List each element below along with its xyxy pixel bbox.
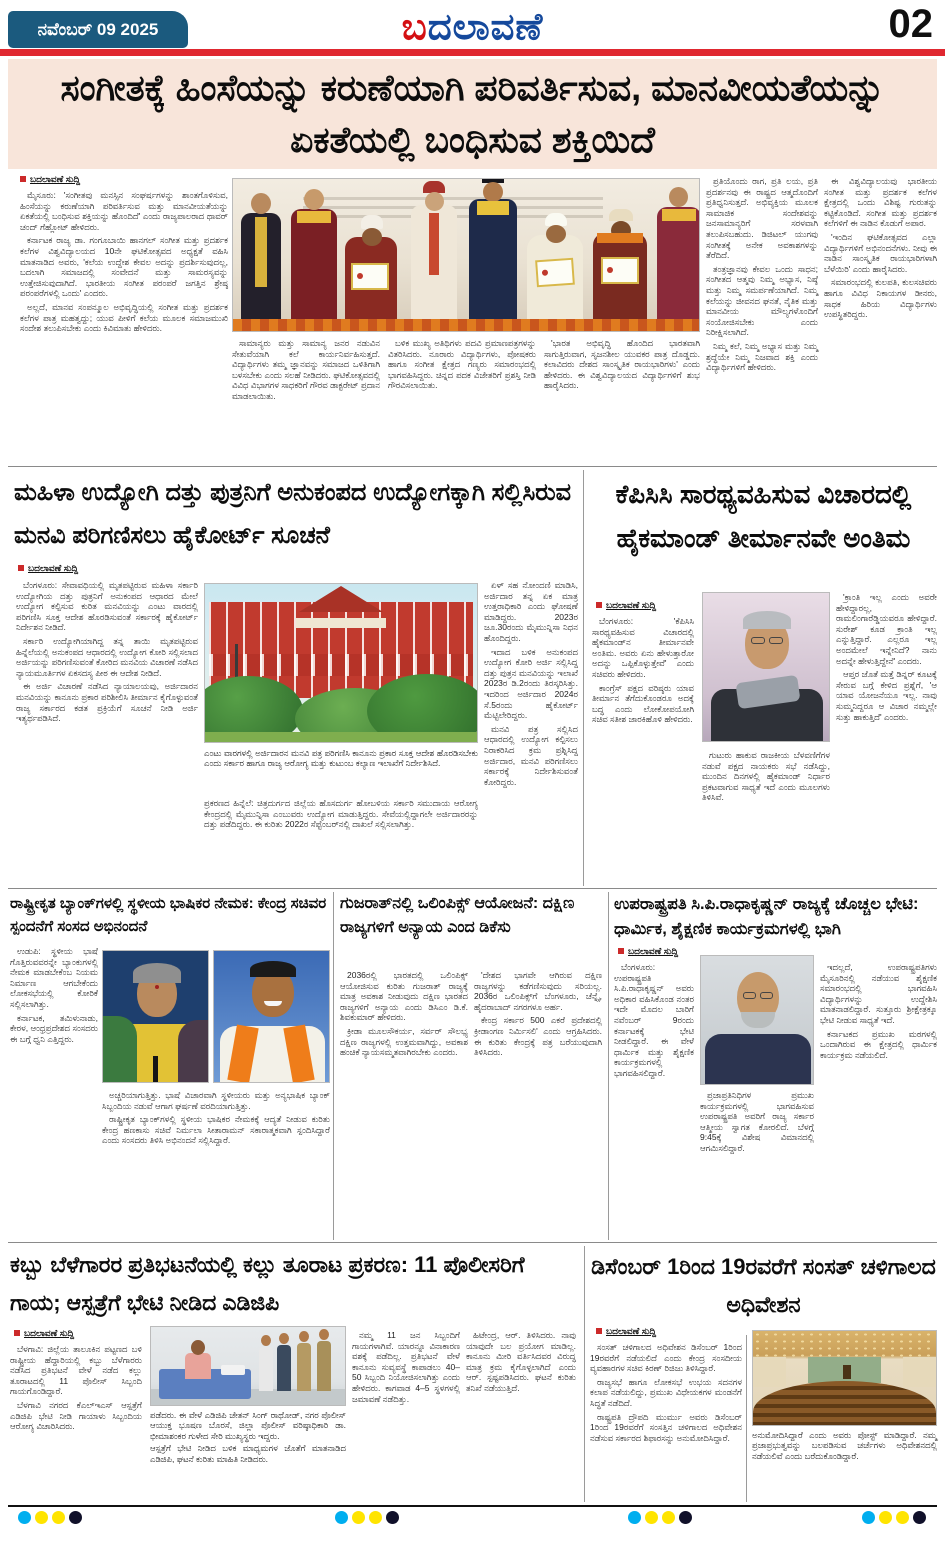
vice-president-photo — [700, 955, 814, 1085]
header-rule — [0, 49, 945, 56]
court-col-right: ಏಳ್ ಸಹ ನೋಂದಣಿ ಮಾಡಿಸಿ, ಅರ್ಜಿದಾರ ತನ್ನ ಏಕ ಮಾತ್ರ ಉತ್ತರಾಧಿಕಾರಿ ಎಂದು ಘೋಷಣೆ ಮಾಡಿದ್ದರು. 2023ರ ಜೂ.30ರಂದು ಮೈಮುನ್ನಿಸಾ ನಿಧನ ಹೊಂದಿದ್ದರು. ಇದಾದ ಬಳಿಕ ಅನುಕಂಪದ ಉದ್ಯೋಗ ಕೋರಿ ಅರ್ಜಿ ಸಲ್ಲಿಸಿದ್ದ ದತ್ತು ಪುತ್ರನ ಮನವಿಯನ್ನು ಇಲಾಖೆ 2023ರ ಡಿ.2ರಂದು ತಿರಸ್ಕರಿಸಿತ್ತು. ಇದರಿಂದ ಅರ್ಜಿದಾರ 2024ರ ಸೆ.5ರಂದು ಹೈಕೋರ್ಟ್ ಮೆಟ್ಟಿಲೇರಿದ್ದರು. ಮನವಿ ಪತ್ರ ಸಲ್ಲಿಸಿದ ಆಧಾರದಲ್ಲಿ ಉದ್ಯೋಗ ಕಲ್ಪಿಸಲು ನಿರಾಕರಿಸಿದ ಕ್ರಮ ಪ್ರಶ್ನಿಸಿದ್ದ ಅರ್ಜಿದಾರ, ಮನವಿ ಪರಿಗಣಿಸಲು ಸರ್ಕಾರಕ್ಕೆ ನಿರ್ದೇಶಿಸುವಂತೆ ಕೋರಿದ್ದರು. — [484, 580, 578, 787]
mp-photo — [213, 950, 330, 1083]
byline-kpcc: ಬದಲಾವಣೆ ಸುದ್ದಿ — [596, 600, 656, 611]
person-figure — [593, 233, 647, 321]
bank-col-left: ಉಡುಪಿ: ಸ್ಥಳೀಯ ಭಾಷೆ ಗೊತ್ತಿರುವವರನ್ನೇ ಬ್ಯಾಂಕುಗಳಲ್ಲಿ ನೇಮಕ ಮಾಡಬೇಕೆಂಬ ನಿಯಮ ನಿರ್ಮಾಣ ಆಗಬೇಕೆಂದು ಲೋಕಸಭೆಯಲ್ಲಿ ಕೋರಿಕೆ ಸಲ್ಲಿಸಲಾಗಿತ್ತು. ಕರ್ನಾಟಕ, ತಮಿಳುನಾಡು, ಕೇರಳ, ಆಂಧ್ರಪ್ರದೇಶದ ಸಂಸದರು ಈ ಬಗ್ಗೆ ಧ್ವನಿ ಎತ್ತಿದ್ದರು. — [10, 946, 98, 1044]
parliament-col-left: ಸಂಸತ್ ಚಳಿಗಾಲದ ಅಧಿವೇಶನ ಡಿಸೆಂಬರ್ 1ರಿಂದ 19ರವರೆಗೆ ನಡೆಯಲಿದೆ ಎಂದು ಕೇಂದ್ರ ಸಂಸದೀಯ ವ್ಯವಹಾರಗಳ ಸಚಿವ ಕಿರಣ್ ರಿಜಿಜು ತಿಳಿಸಿದ್ದಾರೆ. ರಾಜ್ಯಸಭೆ ಹಾಗೂ ಲೋಕಸಭೆ ಉಭಯ ಸದನಗಳ ಕಲಾಪ ನಡೆಯಲಿದ್ದು, ಪ್ರಮುಖ ವಿಧೇಯಕಗಳ ಮಂಡನೆಗೆ ಸಿದ್ಧತೆ ನಡೆದಿದೆ. ರಾಷ್ಟ್ರಪತಿ ದ್ರೌಪದಿ ಮುರ್ಮು ಅವರು ಡಿಸೆಂಬರ್ 1ರಿಂದ 19ರವರೆಗೆ ಸಂಸತ್ತಿನ ಚಳಿಗಾಲದ ಅಧಿವೇಶನ ನಡೆಸುವ ಸರ್ಕಾರದ ಶಿಫಾರಸನ್ನು ಅನುಮೋದಿಸಿದ್ದಾರೆ. — [590, 1342, 742, 1443]
kpcc-minister-photo — [702, 592, 830, 742]
person-figure — [291, 209, 337, 321]
byline-court: ಬದಲಾವಣೆ ಸುದ್ದಿ — [18, 563, 78, 574]
person-figure — [241, 213, 281, 321]
kpcc-below-photo: ಗುಟುರು ಹಾಕುವ ರಾಜಕೀಯ ಬೆಳವಣಿಗೆಗಳ ನಡುವೆ ಪಕ್ಷದ ನಾಯಕರು ಸಭೆ ನಡೆಸಿದ್ದು, ಮುಂದಿನ ದಿನಗಳಲ್ಲಿ ಹೈಕಮಾಂಡ್ ನಿರ್ಧಾರ ಪ್ರಕಟವಾಗುವ ಸಾಧ್ಯತೆ ಇದೆ ಎಂದು ಮೂಲಗಳು ತಿಳಿಸಿವೆ. — [702, 750, 830, 803]
lead-col-right2: ಈ ವಿಶ್ವವಿದ್ಯಾಲಯವು ಭಾರತೀಯ ಸಂಗೀತ ಮತ್ತು ಪ್ರದರ್ಶಕ ಕಲೆಗಳ ಕ್ಷೇತ್ರದಲ್ಲಿ ಒಂದು ವಿಶಿಷ್ಟ ಗುರುತನ್ನು ಕಟ್ಟಿಕೊಂಡಿದೆ. ಸಂಗೀತ ಮತ್ತು ಪ್ರದರ್ಶಕ ಕಲೆಗಳಿಗೆ ಈ ನಾಡಿನ ಕೊಡುಗೆ ಅಪಾರ. 'ಇಂದಿನ ಘಟಿಕೋತ್ಸವದ ಎಲ್ಲಾ ವಿದ್ಯಾರ್ಥಿಗಳಿಗೆ ಅಭಿನಂದನೆಗಳು. ನೀವು ಈ ನಾಡಿನ ಸಾಂಸ್ಕೃತಿಕ ರಾಯಭಾರಿಗಳಾಗಿ ಬೆಳೆಯಿರಿ' ಎಂದು ಹಾರೈಸಿದರು. ಸಮಾರಂಭದಲ್ಲಿ ಕುಲಪತಿ, ಕುಲಸಚಿವರು ಹಾಗೂ ವಿವಿಧ ನಿಕಾಯಗಳ ಡೀನರು, ಸಾಧಕ ಹಿರಿಯ ವಿದ್ಯಾರ್ಥಿಗಳು ಉಪಸ್ಥಿತರಿದ್ದರು. — [824, 176, 937, 320]
lead-under-col1: ಸಾಮಾನ್ಯರು ಮತ್ತು ಸಾಮಾನ್ಯ ಜನರ ನಡುವಿನ ಸೇತುವೆಯಾಗಿ ಕಲೆ ಕಾರ್ಯನಿರ್ವಹಿಸುತ್ತದೆ. ವಿದ್ಯಾರ್ಥಿಗಳು ತಮ್ಮ ಜ್ಞಾನವನ್ನು ಸಮಾಜದ ಒಳಿತಿಗಾಗಿ ಬಳಸಬೇಕು ಎಂದು ಸಲಹೆ ನೀಡಿದರು. ಘಟಿಕೋತ್ಸವದಲ್ಲಿ ವಿವಿಧ ವಿಭಾಗಗಳ ಸಾಧಕರಿಗೆ ಗೌರವ ಡಾಕ್ಟರೇಟ್ ಪ್ರದಾನ ಮಾಡಲಾಯಿತು. — [232, 338, 380, 401]
sugarcane-col-left: ಬೆಳಗಾವಿ: ಜಿಲ್ಲೆಯ ತಾಲೂಕಿನ ಪಟ್ಟಣದ ಬಳಿ ರಾಷ್ಟ್ರೀಯ ಹೆದ್ದಾರಿಯಲ್ಲಿ ಕಬ್ಬು ಬೆಳೆಗಾರರು ನಡೆಸಿದ ಪ್ರತಿಭಟನೆ ವೇಳೆ ನಡೆದ ಕಲ್ಲು ತೂರಾಟದಲ್ಲಿ 11 ಪೊಲೀಸ್ ಸಿಬ್ಬಂದಿ ಗಾಯಗೊಂಡಿದ್ದಾರೆ. ಬೆಳಗಾವಿ ನಗರದ ಕೆಎಲ್‌ಇಎಸ್ ಆಸ್ಪತ್ರೆಗೆ ಎಡಿಜಿಪಿ ಭೇಟಿ ನೀಡಿ ಗಾಯಾಳು ಸಿಬ್ಬಂದಿಯ ಆರೋಗ್ಯ ವಿಚಾರಿಸಿದರು. — [10, 1344, 142, 1432]
court-headline: ಮಹಿಳಾ ಉದ್ಯೋಗಿ ದತ್ತು ಪುತ್ರನಿಗೆ ಅನುಕಂಪದ ಉದ್ಯೋಗಕ್ಕಾಗಿ ಸಲ್ಲಿಸಿರುವ ಮನವಿ ಪರಿಗಣಿಸಲು ಹೈಕೋರ್ಟ್ ಸೂಚನೆ — [14, 479, 571, 549]
sugarcane-col4: ಹಿಟೇಂದ್ರ, ಆರ್. ತಿಳಿಸಿದರು. ನಾವು ಯಾವುದೇ ಬಲ ಪ್ರಯೋಗ ಮಾಡಿಲ್ಲ. ಕಾನೂನು ಮೀರಿ ವರ್ತಿಸಿದವರ ವಿರುದ್ಧ ಮಾತ್ರ ಕ್ರಮ ಕೈಗೊಳ್ಳಲಾಗಿದೆ ಎಂದು ಆರ್. ಸ್ಪಷ್ಟಪಡಿಸಿದರು. ಘಟನೆ ಕುರಿತು ತನಿಖೆ ನಡೆಯುತ್ತಿದೆ. — [466, 1330, 576, 1393]
olympics-col1: 2036ರಲ್ಲಿ ಭಾರತದಲ್ಲಿ ಒಲಿಂಪಿಕ್ಸ್ ಆಯೋಜಿಸುವ ಕುರಿತು ಗುಜರಾತ್ ರಾಜ್ಯಕ್ಕೆ ಮಾತ್ರ ಅವಕಾಶ ನೀಡುವುದು ದಕ್ಷಿಣ ಭಾರತದ ರಾಜ್ಯಗಳಿಗೆ ಅನ್ಯಾಯ ಎಂದು ಡಿಸಿಎಂ ಡಿ.ಕೆ. ಶಿವಕುಮಾರ್ ಹೇಳಿದರು. ಕ್ರೀಡಾ ಮೂಲಸೌಕರ್ಯ, ಸರ್ವರ್ ಸೌಲಭ್ಯ ದಕ್ಷಿಣ ರಾಜ್ಯಗಳಲ್ಲಿ ಉತ್ತಮವಾಗಿದ್ದು, ಅವಕಾಶ ಹಂಚಿಕೆ ನ್ಯಾಯಸಮ್ಮತವಾಗಿರಬೇಕು ಎಂದರು. — [340, 970, 468, 1058]
court-background-para: ಪ್ರಕರಣದ ಹಿನ್ನೆಲೆ: ಚಿತ್ರದುರ್ಗದ ಜಿಲ್ಲೆಯ ಹೊಸದುರ್ಗ ಹೋಬಳಿಯ ಸರ್ಕಾರಿ ಸಮುದಾಯ ಆರೋಗ್ಯ ಕೇಂದ್ರದಲ್ಲಿ ಮೈಮುನ್ನಿಸಾ ಎಂಬುವರು ಉದ್ಯೋಗ ಮಾಡುತ್ತಿದ್ದರು. ಸೇವೆಯಲ್ಲಿದ್ದಾಗಲೇ ಅರ್ಜಿದಾರರನ್ನು ದತ್ತು ಪಡೆದಿದ್ದರು. ಈ ಕುರಿತು 2022ರ ಸೆಪ್ಟೆಂಬರ್‌ನಲ್ಲಿ ದಾಖಲೆ ಸಲ್ಲಿಸಲಾಗಿತ್ತು. — [204, 798, 478, 830]
bank-body: ಅಚ್ಚರಿಯಾಗುತ್ತಿತ್ತು. ಭಾಷೆ ವಿಚಾರವಾಗಿ ಸ್ಥಳೀಯರು ಮತ್ತು ಅನ್ಯಭಾಷಿಕ ಬ್ಯಾಂಕ್ ಸಿಬ್ಬಂದಿಯ ನಡುವೆ ಆಗಾಗ ಘರ್ಷಣೆ ವರದಿಯಾಗುತ್ತಿತ್ತು. ರಾಷ್ಟ್ರೀಕೃತ ಬ್ಯಾಂಕ್‌ಗಳಲ್ಲಿ ಸ್ಥಳೀಯ ಭಾಷಿಕರ ನೇಮಕಕ್ಕೆ ಆದ್ಯತೆ ನೀಡುವ ಕುರಿತು ಕೇಂದ್ರ ಹಣಕಾಸು ಸಚಿವೆ ನಿರ್ಮಲಾ ಸೀತಾರಾಮನ್ ಸಕಾರಾತ್ಮಕವಾಗಿ ಸ್ಪಂದಿಸಿದ್ದಾರೆ ಎಂದು ಸಂಸದರು ತಿಳಿಸಿ ಅಭಿನಂದನೆ ಸಲ್ಲಿಸಿದ್ದಾರೆ. — [102, 1090, 330, 1146]
bank-headline: ರಾಷ್ಟ್ರೀಕೃತ ಬ್ಯಾಂಕ್‌ಗಳಲ್ಲಿ ಸ್ಥಳೀಯ ಭಾಷಿಕರ ನೇಮಕ: ಕೇಂದ್ರ ಸಚಿವರ ಸ್ಪಂದನೆಗೆ ಸಂಸದ ಅಭಿನಂದನೆ — [10, 895, 327, 935]
parliament-headline: ಡಿಸೆಂಬರ್ 1ರಿಂದ 19ರವರೆಗೆ ಸಂಸತ್ ಚಳಿಗಾಲದ ಅಧಿವೇಶನ — [591, 1254, 936, 1317]
footer-dots-group — [18, 1511, 82, 1525]
person-figure — [469, 199, 517, 321]
sugarcane-headline: ಕಬ್ಬು ಬೆಳೆಗಾರರ ಪ್ರತಿಭಟನೆಯಲ್ಲಿ ಕಲ್ಲು ತೂರಾಟ ಪ್ರಕರಣ: 11 ಪೊಲೀಸರಿಗೆ ಗಾಯ; ಆಸ್ಪತ್ರೆಗೆ ಭೇಟಿ ನೀಡಿದ ಎಡಿಜಿಪಿ — [10, 1252, 525, 1315]
lead-under-col2: ಬಳಿಕ ಮುಖ್ಯ ಅತಿಥಿಗಳು ಪದವಿ ಪ್ರಮಾಣಪತ್ರಗಳನ್ನು ವಿತರಿಸಿದರು. ನೂರಾರು ವಿದ್ಯಾರ್ಥಿಗಳು, ಪೋಷಕರು ಹಾಗೂ ಸಂಗೀತ ಕ್ಷೇತ್ರದ ಗಣ್ಯರು ಸಮಾರಂಭದಲ್ಲಿ ಭಾಗವಹಿಸಿದ್ದರು. ಚಿನ್ನದ ಪದಕ ವಿಜೇತರಿಗೆ ಪ್ರಶಸ್ತಿ ನೀಡಿ ಗೌರವಿಸಲಾಯಿತು. — [388, 338, 536, 391]
lead-headline: ಸಂಗೀತಕ್ಕೆ ಹಿಂಸೆಯನ್ನು ಕರುಣೆಯಾಗಿ ಪರಿವರ್ತಿಸುವ, ಮಾನವೀಯತೆಯನ್ನು ಏಕತೆಯಲ್ಲಿ ಬಂಧಿಸುವ ಶಕ್ತಿಯಿದೆ — [8, 59, 937, 169]
high-court-photo — [204, 583, 478, 743]
footer-dots-group — [628, 1511, 692, 1525]
person-figure — [411, 205, 457, 321]
court-photo-caption: ಎಂಟು ವಾರಗಳಲ್ಲಿ ಅರ್ಜಿದಾರನ ಮನವಿ ಪತ್ರ ಪರಿಗಣಿಸಿ ಕಾನೂನು ಪ್ರಕಾರ ಸೂಕ್ತ ಆದೇಶ ಹೊರಡಿಸಬೇಕು ಎಂದು ಸರ್ಕಾರ ಹಾಗೂ ರಾಜ್ಯ ಆರೋಗ್ಯ ಮತ್ತು ಕುಟುಂಬ ಕಲ್ಯಾಣ ಇಲಾಖೆಗೆ ನಿರ್ದೇಶಿಸಿದೆ. — [204, 748, 478, 769]
person-figure — [657, 207, 700, 321]
vp-col-left: ಬೆಂಗಳೂರು: ಉಪರಾಷ್ಟ್ರಪತಿ ಸಿ.ಪಿ.ರಾಧಾಕೃಷ್ಣನ್ ಅವರು ಅಧಿಕಾರ ವಹಿಸಿಕೊಂಡ ನಂತರ ಇದೇ ಮೊದಲ ಬಾರಿಗೆ ನವೆಂಬರ್ 9ರಂದು ಕರ್ನಾಟಕಕ್ಕೆ ಭೇಟಿ ನೀಡಲಿದ್ದಾರೆ. ಈ ವೇಳೆ ಧಾರ್ಮಿಕ ಮತ್ತು ಶೈಕ್ಷಣಿಕ ಕಾರ್ಯಕ್ರಮಗಳಲ್ಲಿ ಭಾಗವಹಿಸಲಿದ್ದಾರೆ. — [614, 962, 694, 1078]
kpcc-col-left: ಬೆಂಗಳೂರು: 'ಕೆಪಿಸಿಸಿ ಸಾರಥ್ಯವಹಿಸುವ ವಿಚಾರದಲ್ಲಿ ಹೈಕಮಾಂಡ್‌ನ ತೀರ್ಮಾನವೇ ಅಂತಿಮ. ಅವರು ಏನು ಹೇಳುತ್ತಾರೋ ಅದನ್ನು ಒಪ್ಪಿಕೊಳ್ಳುತ್ತೇವೆ' ಎಂದು ಸಚಿವರು ಹೇಳಿದರು. ಕಾಂಗ್ರೆಸ್ ಪಕ್ಷದ ವರಿಷ್ಠರು ಯಾವ ತೀರ್ಮಾನ ತೆಗೆದುಕೊಂಡರೂ ಅದಕ್ಕೆ ಬದ್ಧ ಎಂದು ಲೋಕೋಪಯೋಗಿ ಸಚಿವ ಸತೀಶ ಜಾರಕಿಹೊಳಿ ಹೇಳಿದರು. — [592, 616, 694, 725]
sugarcane-col3: ನಮ್ಮ 11 ಜನ ಸಿಬ್ಬಂದಿಗೆ ಗಾಯಗಳಾಗಿವೆ. ಯಾರನ್ನೂ ವಿನಾಕಾರಣ ವಶಕ್ಕೆ ಪಡೆದಿಲ್ಲ. ಪ್ರತಿಭಟನೆ ವೇಳೆ ಕಾನೂನು ಸುವ್ಯವಸ್ಥೆ ಕಾಪಾಡಲು 40–50 ಸಿಬ್ಬಂದಿ ನಿಯೋಜಿಸಲಾಗಿತ್ತು ಎಂದು ಹೇಳಿದರು. ಕಾಗವಾಡ 4–5 ಸ್ಥಳಗಳಲ್ಲಿ ಜಮಾವಣೆ ನಡೆದಿತ್ತು. — [352, 1330, 460, 1404]
page-number: 02 — [888, 2, 933, 46]
byline-lead: ಬದಲಾವಣೆ ಸುದ್ದಿ — [20, 174, 80, 185]
vp-headline: ಉಪರಾಷ್ಟ್ರಪತಿ ಸಿ.ಪಿ.ರಾಧಾಕೃಷ್ಣನ್ ರಾಜ್ಯಕ್ಕೆ ಚೊಚ್ಚಲ ಭೇಟಿ: ಧಾರ್ಮಿಕ, ಶೈಕ್ಷಣಿಕ ಕಾರ್ಯಕ್ರಮಗಳಲ್ಲಿ ಭಾಗಿ — [614, 895, 919, 938]
parliament-photo-caption: ಅನುಮೋದಿಸಿದ್ದಾರೆ ಎಂದು ಅವರು ಪೋಸ್ಟ್ ಮಾಡಿದ್ದಾರೆ. ನಮ್ಮ ಪ್ರಜಾಪ್ರಭುತ್ವವನ್ನು ಬಲಪಡಿಸುವ ಚರ್ಚೆಗಳು ಅಧಿವೇಶನದಲ್ಲಿ ನಡೆಯಲಿವೆ ಎಂದು ಬರೆದುಕೊಂಡಿದ್ದಾರೆ. — [752, 1430, 937, 1461]
masthead-rest: ದಲಾವಣೆ — [427, 6, 544, 47]
vp-col-right: ಇದಲ್ಲದೆ, ಉಪರಾಷ್ಟ್ರಪತಿಗಳು ಮೈಸೂರಿನಲ್ಲಿ ನಡೆಯುವ ಶೈಕ್ಷಣಿಕ ಸಮಾರಂಭದಲ್ಲಿ ಭಾಗವಹಿಸಿ ವಿದ್ಯಾರ್ಥಿಗಳನ್ನು ಉದ್ದೇಶಿಸಿ ಮಾತನಾಡಲಿದ್ದಾರೆ. ಸುತ್ತೂರು ಶ್ರೀಕ್ಷೇತ್ರಕ್ಕೂ ಭೇಟಿ ನೀಡುವ ಸಾಧ್ಯತೆ ಇದೆ. ಕರ್ನಾಟಕದ ಪ್ರಮುಖ ಮಠಗಳಲ್ಲಿ ಒಂದಾಗಿರುವ ಈ ಕ್ಷೇತ್ರದಲ್ಲಿ ಧಾರ್ಮಿಕ ಕಾರ್ಯಕ್ರಮ ನಡೆಯಲಿದೆ. — [820, 962, 937, 1060]
lead-col-right1: ಪ್ರತಿಯೊಂದು ರಾಗ, ಪ್ರತಿ ಲಯ, ಪ್ರತಿ ಪ್ರದರ್ಶನವು ಈ ರಾಷ್ಟ್ರದ ಆತ್ಮದೊಂದಿಗೆ ಪ್ರತಿಧ್ವನಿಸುತ್ತದೆ. ಅಭಿವ್ಯಕ್ತಿಯ ಮೂಲಕ ಸಾಮಾಜಿಕ ಸಂದೇಶವನ್ನು ಜನಸಾಮಾನ್ಯರಿಗೆ ಸರಳವಾಗಿ ತಲುಪಿಸಬಹುದು. ಡಿಜಿಟಲ್ ಯುಗವು ಸಂಗೀತಕ್ಕೆ ಅನೇಕ ಅವಕಾಶಗಳನ್ನು ತೆರೆದಿದೆ. ತಂತ್ರಜ್ಞಾನವು ಕೇವಲ ಒಂದು ಸಾಧನ; ಸಂಗೀತದ ಆತ್ಮವು ನಿಮ್ಮ ಅಭ್ಯಾಸ, ನಿಷ್ಠೆ ಮತ್ತು ನಿಮ್ಮ ಸಮರ್ಪಣೆಯಾಗಿದೆ. ನಿಮ್ಮ ಕಲೆಯನ್ನು ಜೀವನದ ಘನತೆ, ನೈತಿಕ ಮತ್ತು ಮಾನವೀಯ ಮೌಲ್ಯಗಳೊಂದಿಗೆ ಸಂಯೋಜಿಸಬೇಕು ಎಂದು ನಿರೀಕ್ಷಿಸಲಾಗಿದೆ. ನಿಮ್ಮ ಕಲೆ, ನಿಮ್ಮ ಅಭ್ಯಾಸ ಮತ್ತು ನಿಮ್ಮ ಶ್ರದ್ಧೆಯೇ ನಿಮ್ಮ ನಿಜವಾದ ಶಕ್ತಿ ಎಂದು ವಿದ್ಯಾರ್ಥಿಗಳಿಗೆ ಹೇಳಿದರು. — [706, 176, 818, 373]
hospital-visit-photo — [150, 1326, 346, 1406]
finance-minister-photo — [102, 950, 209, 1083]
footer-dots-group — [335, 1511, 399, 1525]
footer-dots-group — [862, 1511, 926, 1525]
lead-under-col3: 'ಭಾರತ ಅಭಿವೃದ್ಧಿ ಹೊಂದಿದ ಭಾರತವಾಗಿ ಸಾಗುತ್ತಿರುವಾಗ, ಸೃಜನಶೀಲ ಯುವಕರ ಪಾತ್ರ ದೊಡ್ಡದು. ಕಲಾವಿದರು ದೇಶದ ಸಾಂಸ್ಕೃತಿಕ ರಾಯಭಾರಿಗಳು' ಎಂದು ಹೇಳಿದರು. ಈ ವಿಶ್ವವಿದ್ಯಾಲಯದ ವಿದ್ಯಾರ್ಥಿಗಳಿಗೆ ಶುಭ ಹಾರೈಸಿದರು. — [544, 338, 700, 391]
person-figure — [527, 235, 583, 321]
vp-col-mid: ಪ್ರಜಾಪ್ರತಿನಿಧಿಗಳ ಪ್ರಮುಖ ಕಾರ್ಯಕ್ರಮಗಳಲ್ಲಿ ಭಾಗವಹಿಸುವ ಉಪರಾಷ್ಟ್ರಪತಿ ಅವರಿಗೆ ರಾಜ್ಯ ಸರ್ಕಾರ ಆತ್ಮೀಯ ಸ್ವಾಗತ ಕೋರಲಿದೆ. ಬೆಳಗ್ಗೆ 9:45ಕ್ಕೆ ವಿಶೇಷ ವಿಮಾನದಲ್ಲಿ ಆಗಮಿಸಲಿದ್ದಾರೆ. — [700, 1090, 814, 1153]
masthead-first-letter: ಬ — [401, 6, 428, 47]
lead-col-left: ಮೈಸೂರು: 'ಸಂಗೀತವು ಮನಸ್ಸಿನ ಸಂಘರ್ಷಗಳನ್ನು ಶಾಂತಗೊಳಿಸುವ, ಹಿಂಸೆಯನ್ನು ಕರುಣೆಯಾಗಿ ಪರಿವರ್ತಿಸುವ ಮತ್ತು ಮಾನವೀಯತೆಯನ್ನು ಏಕತೆಯಲ್ಲಿ ಬಂಧಿಸುವ ಶಕ್ತಿಯನ್ನು ಹೊಂದಿದೆ' ಎಂದು ರಾಜ್ಯಪಾಲರಾದ ಥಾವರ್ ಚಂದ್ ಗೆಹ್ಲೋಟ್ ಹೇಳಿದರು. ಕರ್ನಾಟಕ ರಾಜ್ಯ ಡಾ. ಗಂಗೂಬಾಯಿ ಹಾನಗಲ್ ಸಂಗೀತ ಮತ್ತು ಪ್ರದರ್ಶಕ ಕಲೆಗಳ ವಿಶ್ವವಿದ್ಯಾಲಯದ 10ನೇ ಘಟಿಕೋತ್ಸವದ ಅಧ್ಯಕ್ಷತೆ ವಹಿಸಿ ಮಾತನಾಡಿದ ಅವರು, 'ಕಲೆಯ ಉದ್ದೇಶ ಕೇವಲ ಅದನ್ನು ಪ್ರದರ್ಶಿಸುವುದಲ್ಲ, ಬದಲಾಗಿ ಸಮಾಜದಲ್ಲಿ ಸಂವೇದನೆ ಮತ್ತು ಸಾಮರಸ್ಯವನ್ನು ಉತ್ತೇಜಿಸುವುದಾಗಿದೆ. ಭಾರತೀಯ ಸಂಗೀತ ಪರಂಪರೆ ಜಗತ್ತಿನ ಶ್ರೇಷ್ಠ ಪರಂಪರೆಗಳಲ್ಲಿ ಒಂದು' ಎಂದರು. ಅಲ್ಲದೆ, ಮಾನವ ಸಂಪನ್ಮೂಲ ಅಭಿವೃದ್ಧಿಯಲ್ಲಿ ಸಂಗೀತ ಮತ್ತು ಪ್ರದರ್ಶಕ ಕಲೆಗಳ ಪಾತ್ರ ಮಹತ್ವದ್ದು; ಯುವ ಪೀಳಿಗೆ ಕಲೆಯ ಮೂಲಕ ಸಮಾಜಮುಖಿ ಸಂದೇಶ ತಲುಪಿಸಬೇಕು ಎಂದು ಕಿವಿಮಾತು ಹೇಳಿದರು. — [20, 190, 228, 334]
masthead — [0, 6, 945, 49]
byline-sugarcane: ಬದಲಾವಣೆ ಸುದ್ದಿ — [14, 1328, 74, 1339]
court-col-left: ಬೆಂಗಳೂರು: ಸೇವಾವಧಿಯಲ್ಲಿ ಮೃತಪಟ್ಟಿರುವ ಮಹಿಳಾ ಸರ್ಕಾರಿ ಉದ್ಯೋಗಿಯ ದತ್ತು ಪುತ್ರನಿಗೆ ಅನುಕಂಪದ ಆಧಾರದ ಮೇಲೆ ಉದ್ಯೋಗ ಕಲ್ಪಿಸುವ ಕುರಿತ ಮನವಿಯನ್ನು ಎಂಟು ವಾರದಲ್ಲಿ ಪರಿಗಣಿಸಿ ಸೂಕ್ತ ಆದೇಶ ಹೊರಡಿಸುವಂತೆ ಸರ್ಕಾರಕ್ಕೆ ಹೈಕೋರ್ಟ್ ನಿರ್ದೇಶನ ನೀಡಿದೆ. ಸರ್ಕಾರಿ ಉದ್ಯೋಗಿಯಾಗಿದ್ದ ತನ್ನ ತಾಯಿ ಮೃತಪಟ್ಟಿರುವ ಹಿನ್ನೆಲೆಯಲ್ಲಿ ಅನುಕಂಪದ ಆಧಾರದಲ್ಲಿ ಉದ್ಯೋಗ ಕೋರಿ ಸಲ್ಲಿಸಲಾದ ಅರ್ಜಿಯನ್ನು ಪರಿಗಣಿಸುವಂತೆ ಕೋರಿದ ಮನವಿಯ ವಿಚಾರಣೆ ನಡೆಸಿದ ನ್ಯಾಯಮೂರ್ತಿಗಳ ಏಕಸದಸ್ಯ ಪೀಠ ಈ ಆದೇಶ ನೀಡಿದೆ. ಈ ಅರ್ಜಿ ವಿಚಾರಣೆ ನಡೆಸಿದ ನ್ಯಾಯಾಲಯವು, ಅರ್ಜಿದಾರನ ಮನವಿಯನ್ನು ಕಾನೂನು ಪ್ರಕಾರ ಪರಿಶೀಲಿಸಿ ತೀರ್ಮಾನ ಕೈಗೊಳ್ಳುವಂತೆ ರಾಜ್ಯ ಸರ್ಕಾರದ ಕಡತ ಪ್ರಕ್ರಿಯೆಗೆ ಸೂಚನೆ ನೀಡಿ ಅರ್ಜಿ ಇತ್ಯರ್ಥಪಡಿಸಿದೆ. — [16, 580, 198, 724]
byline-vp: ಬದಲಾವಣೆ ಸುದ್ದಿ — [618, 946, 678, 957]
kpcc-headline: ಕೆಪಿಸಿಸಿ ಸಾರಥ್ಯವಹಿಸುವ ವಿಚಾರದಲ್ಲಿ ಹೈಕಮಾಂಡ್ ತೀರ್ಮಾನವೇ ಅಂತಿಮ — [615, 479, 912, 553]
person-figure — [345, 237, 397, 321]
kpcc-col-right: 'ಕ್ರಾಂತಿ ಇಲ್ಲ ಎಂದು ಅವರೇ ಹೇಳಿದ್ದಾರಲ್ಲ, ರಾಮಲಿಂಗಾರೆಡ್ಡಿಯವರೂ ಹೇಳಿದ್ದಾರೆ. ಸುರೇಶ್ ಕೂಡ ಕ್ರಾಂತಿ ಇಲ್ಲ ಎನ್ನುತ್ತಿದ್ದಾರೆ. ಎಲ್ಲರೂ ಇಲ್ಲ ಅಂದಮೇಲೆ ಇನ್ನೇನಿದೆ? ನಾನು ಅದನ್ನೇ ಹೇಳುತ್ತಿದ್ದೇನೆ' ಎಂದರು. ಆಪ್ತರ ಜೊತೆ ಮತ್ತೆ ಡಿನ್ನರ್ ಕೂಟಕ್ಕೆ ಸೇರುವ ಬಗ್ಗೆ ಕೇಳಿದ ಪ್ರಶ್ನೆಗೆ, 'ಆ ಯಾವ ಯೋಜನೆಯೂ ಇಲ್ಲ. ನಾವು ಸುಮ್ಮನಿದ್ದರೂ ಆ ವಿಚಾರ ನಮ್ಮಲ್ಲೇ ಸುತ್ತು ಹಾಕುತ್ತಿದೆ' ಎಂದರು. — [836, 592, 937, 722]
sugarcane-photo-caption: ಪಡೆದರು. ಈ ವೇಳೆ ಎಡಿಜಿಪಿ ಚೇತನ್ ಸಿಂಗ್ ರಾಥೋಡ್, ನಗರ ಪೊಲೀಸ್ ಆಯುಕ್ತ ಭೂಷಣ ಬೊರಸೆ, ಜಿಲ್ಲಾ ಪೊಲೀಸ್ ವರಿಷ್ಠಾಧಿಕಾರಿ ಡಾ. ಭೀಮಾಶಂಕರ ಗುಳೇದ ಸೇರಿ ಮುಖ್ಯಸ್ಥರು ಇದ್ದರು. ಆಸ್ಪತ್ರೆಗೆ ಭೇಟಿ ನೀಡಿದ ಬಳಿಕ ಮಾಧ್ಯಮಗಳ ಜೊತೆಗೆ ಮಾತನಾಡಿದ ಎಡಿಜಿಪಿ, ಘಟನೆ ಕುರಿತು ಮಾಹಿತಿ ನೀಡಿದರು. — [150, 1410, 346, 1464]
convocation-photo — [232, 178, 700, 332]
byline-parliament: ಬದಲಾವಣೆ ಸುದ್ದಿ — [596, 1326, 656, 1337]
olympics-col2: 'ದೇಶದ ಭಾಗವೇ ಆಗಿರುವ ದಕ್ಷಿಣ ರಾಜ್ಯಗಳನ್ನು ಕಡೆಗಣಿಸುವುದು ಸರಿಯಲ್ಲ. 2036ರ ಒಲಿಂಪಿಕ್ಸ್‌ಗೆ ಬೆಂಗಳೂರು, ಚೆನ್ನೈ, ಹೈದರಾಬಾದ್ ನಗರಗಳೂ ಅರ್ಹ. ಕೇಂದ್ರ ಸರ್ಕಾರ 500 ಎಕರೆ ಪ್ರದೇಶದಲ್ಲಿ ಕ್ರೀಡಾಂಗಣ ನಿರ್ಮಿಸಲಿ' ಎಂದು ಆಗ್ರಹಿಸಿದರು. ಈ ಕುರಿತು ಕೇಂದ್ರಕ್ಕೆ ಪತ್ರ ಬರೆಯುವುದಾಗಿ ತಿಳಿಸಿದರು. — [474, 970, 602, 1058]
parliament-chamber-photo — [752, 1330, 937, 1426]
date-badge: ನವೆಂಬರ್ 09 2025 — [8, 11, 188, 48]
olympics-headline: ಗುಜರಾತ್‌ನಲ್ಲಿ ಒಲಿಂಪಿಕ್ಸ್ ಆಯೋಜನೆ: ದಕ್ಷಿಣ ರಾಜ್ಯಗಳಿಗೆ ಅನ್ಯಾಯ ಎಂದ ಡಿಕೆಸು — [340, 895, 575, 936]
